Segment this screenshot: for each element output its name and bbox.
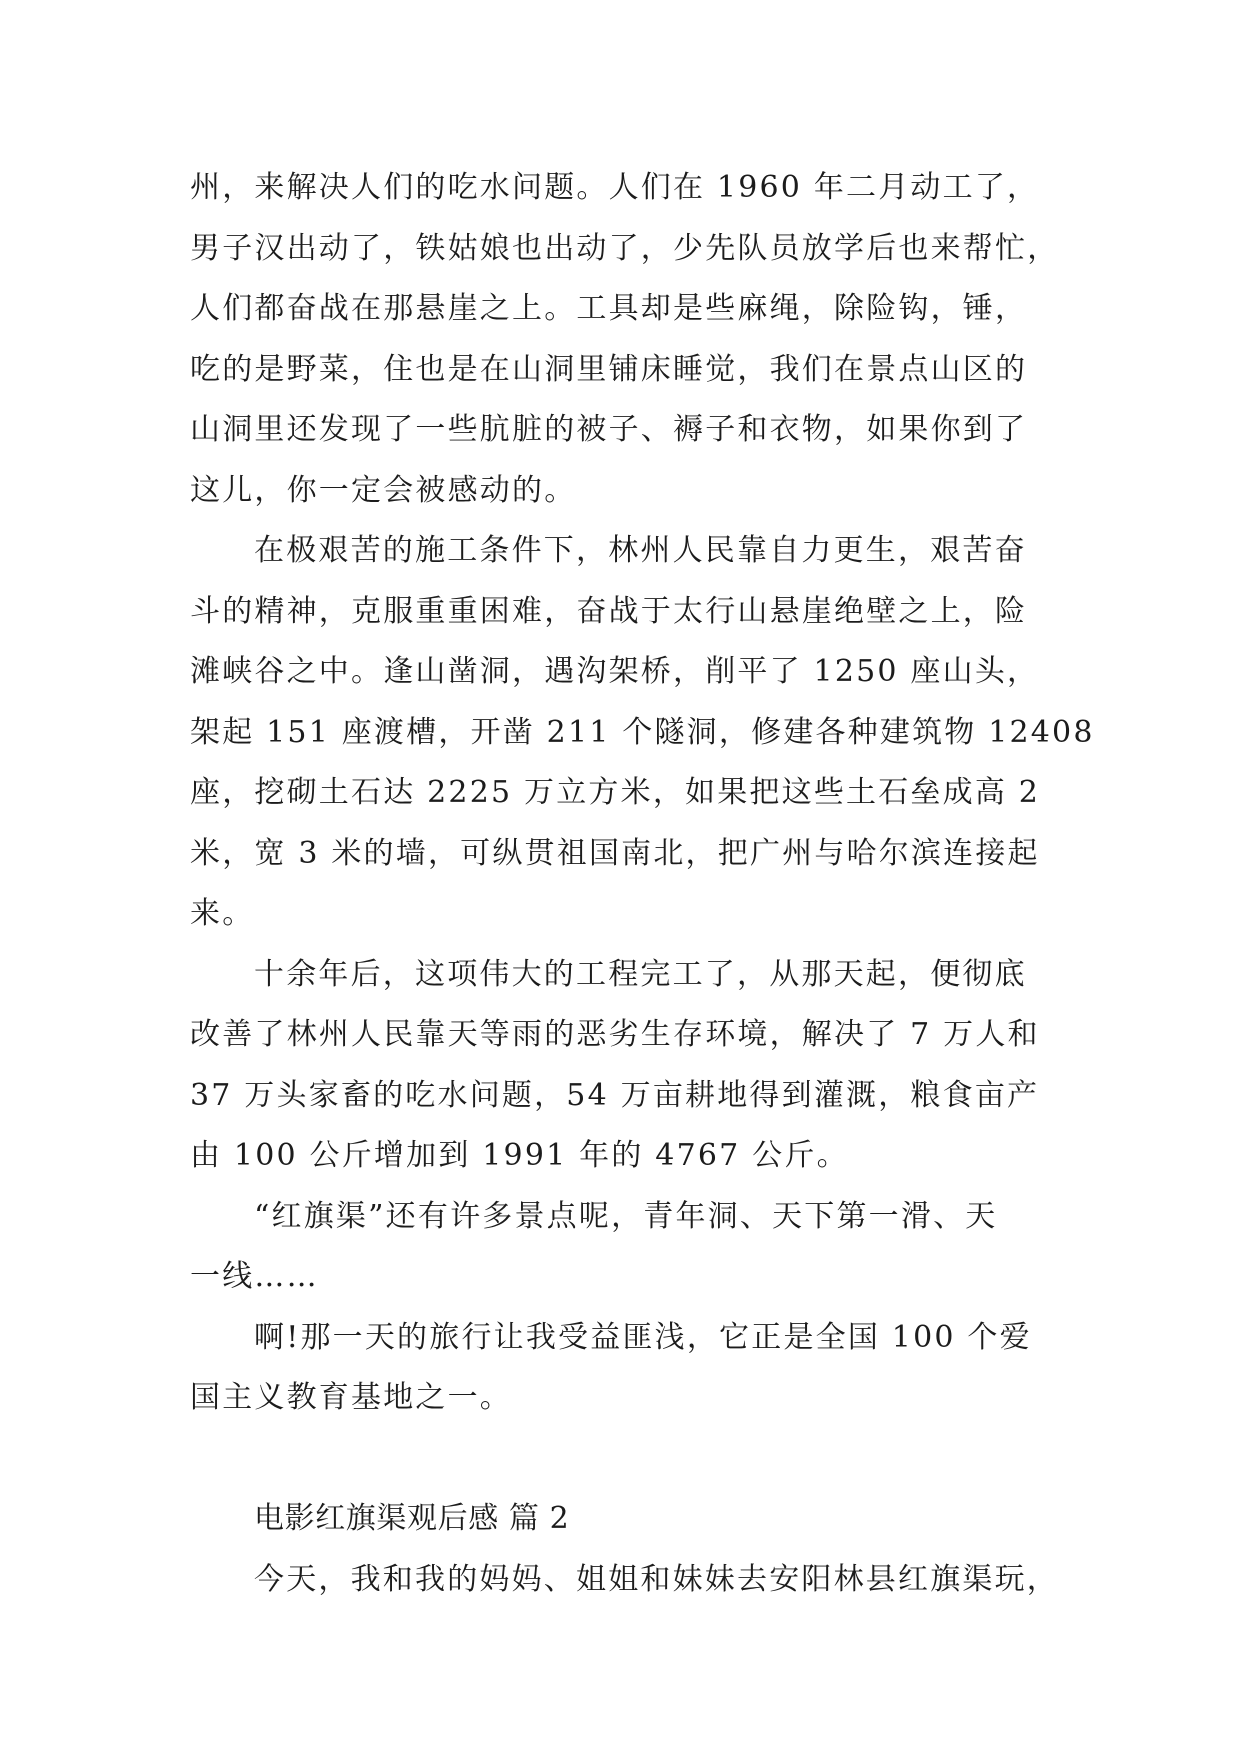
text-line: 吃的是野菜，住也是在山洞里铺床睡觉，我们在景点山区的 <box>190 351 1028 387</box>
text-line: 架起 151 座渡槽，开凿 211 个隧洞，修建各种建筑物 12408 <box>190 714 1095 750</box>
text-line: 改善了林州人民靠天等雨的恶劣生存环境，解决了 7 万人和 <box>190 1017 1040 1052</box>
blank-line <box>190 1429 1060 1490</box>
text-line: 来。 <box>190 896 255 931</box>
section-2 <box>190 1489 1060 1610</box>
paragraph-2 <box>190 521 1095 945</box>
section-title: 电影红旗渠观后感 篇 2 <box>254 1501 570 1536</box>
text-line: 由 100 公斤增加到 1991 年的 4767 公斤。 <box>190 1138 849 1173</box>
paragraph-1 <box>190 158 1060 521</box>
text-line: “红旗渠”还有许多景点呢，青年洞、天下第一滑、天 <box>254 1198 998 1234</box>
text-line: 一线…… <box>190 1259 319 1294</box>
document-body <box>190 158 1095 1610</box>
text-line: 州，来解决人们的吃水问题。人们在 1960 年二月动工了， <box>190 170 1040 205</box>
text-line: 在极艰苦的施工条件下，林州人民靠自力更生，艰苦奋 <box>254 533 1027 568</box>
text-line: 男子汉出动了，铁姑娘也出动了，少先队员放学后也来帮忙， <box>190 230 1060 266</box>
text-line: 米，宽 3 米的墙，可纵贯祖国南北，把广州与哈尔滨连接起 <box>190 835 1040 871</box>
text-line: 十余年后，这项伟大的工程完工了，从那天起，便彻底 <box>254 956 1027 992</box>
text-line: 座，挖砌土石达 2225 万立方米，如果把这些土石垒成高 2 <box>190 775 1041 810</box>
text-line: 国主义教育基地之一。 <box>190 1380 512 1415</box>
text-line: 啊!那一天的旅行让我受益匪浅，它正是全国 100 个爱 <box>254 1319 1032 1355</box>
text-line: 山洞里还发现了一些肮脏的被子、褥子和衣物，如果你到了 <box>190 412 1028 447</box>
paragraph-4 <box>190 1187 1060 1308</box>
text-line: 37 万头家畜的吃水问题，54 万亩耕地得到灌溉，粮食亩产 <box>190 1077 1040 1113</box>
text-line: 这儿，你一定会被感动的。 <box>190 472 577 508</box>
text-line: 今天，我和我的妈妈、姐姐和妹妹去安阳林县红旗渠玩， <box>254 1561 1059 1597</box>
paragraph-3 <box>190 945 1060 1187</box>
text-line: 人们都奋战在那悬崖之上。工具却是些麻绳，除险钩，锤， <box>190 291 1028 326</box>
text-line: 斗的精神，克服重重困难，奋战于太行山悬崖绝壁之上，险 <box>190 593 1028 629</box>
paragraph-5 <box>190 1308 1060 1429</box>
text-line: 滩峡谷之中。逢山凿洞，遇沟架桥，削平了 1250 座山头， <box>190 654 1040 689</box>
